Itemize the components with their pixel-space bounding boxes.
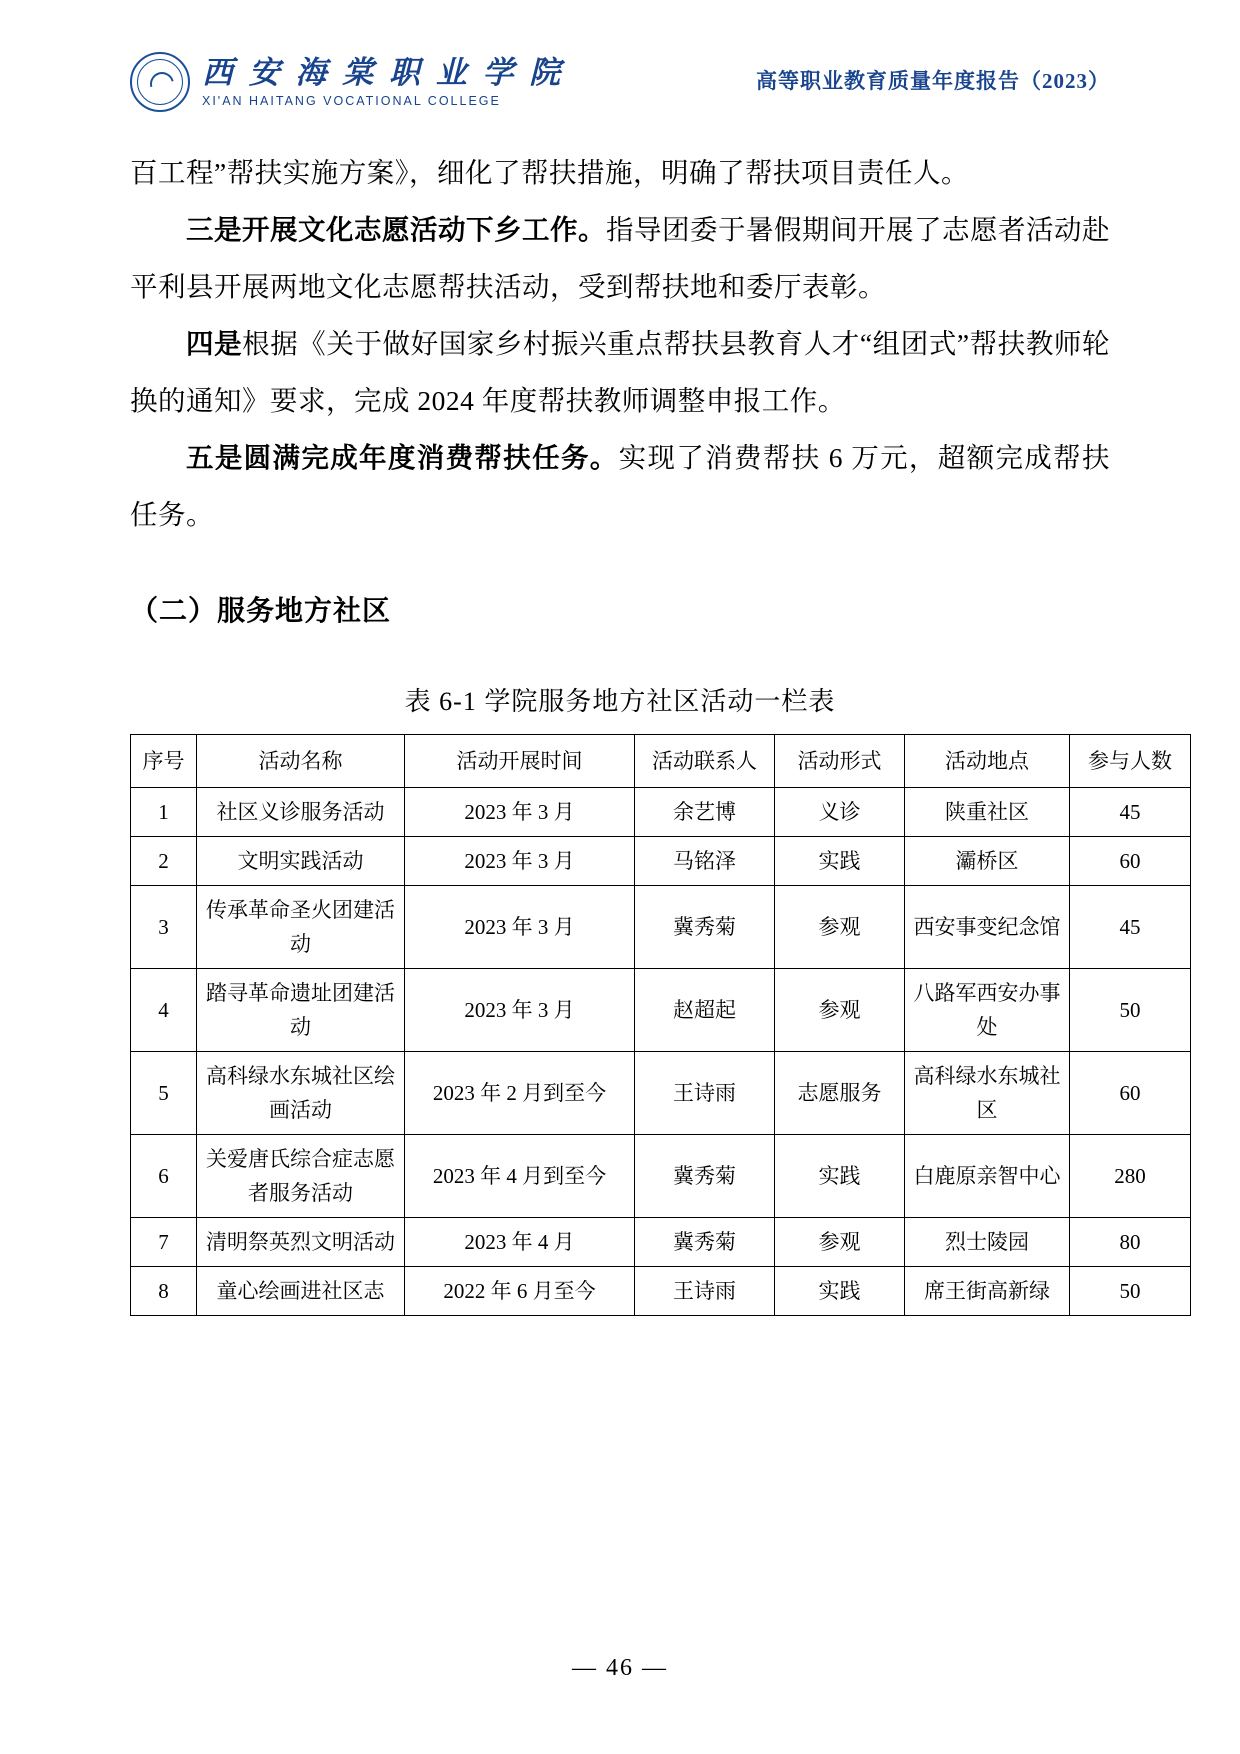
table-cell: 王诗雨 [635, 1052, 775, 1135]
table-row [131, 788, 1191, 837]
table-row [131, 886, 1191, 969]
report-title: 高等职业教育质量年度报告（2023） [756, 69, 1110, 93]
paragraph-2-lead: 三是开展文化志愿活动下乡工作。 [186, 214, 606, 245]
table-cell: 2023 年 3 月 [405, 969, 635, 1052]
table-cell: 八路军西安办事处 [905, 969, 1070, 1052]
table-row [131, 837, 1191, 886]
table-cell: 2023 年 4 月到至今 [405, 1135, 635, 1218]
college-emblem-icon [130, 52, 190, 112]
table-cell: 王诗雨 [635, 1267, 775, 1316]
table-cell: 280 [1070, 1135, 1191, 1218]
table-cell: 关爱唐氏综合症志愿者服务活动 [197, 1135, 405, 1218]
table-cell: 5 [131, 1052, 197, 1135]
paragraph-3-text: 根据《关于做好国家乡村振兴重点帮扶县教育人才“组团式”帮扶教师轮换的通知》要求，完成 2024 年度帮扶教师调整申报工作。 [130, 328, 1110, 416]
table-cell: 志愿服务 [775, 1052, 905, 1135]
table-cell: 社区义诊服务活动 [197, 788, 405, 837]
table-header-cell: 序号 [131, 735, 197, 788]
table-cell: 白鹿原亲智中心 [905, 1135, 1070, 1218]
table-header-cell: 活动名称 [197, 735, 405, 788]
table-cell: 7 [131, 1218, 197, 1267]
table-row [131, 1267, 1191, 1316]
table-cell: 席王街高新绿 [905, 1267, 1070, 1316]
table-cell: 实践 [775, 837, 905, 886]
table-cell: 马铭泽 [635, 837, 775, 886]
table-cell: 烈士陵园 [905, 1218, 1070, 1267]
paragraph-4-text: 实现了消费帮扶 6 万元，超额完成帮扶任务。 [130, 442, 1110, 530]
table-header-cell: 活动联系人 [635, 735, 775, 788]
table-cell: 2 [131, 837, 197, 886]
table-header-cell: 活动地点 [905, 735, 1070, 788]
table-cell: 45 [1070, 788, 1191, 837]
table-cell: 西安事变纪念馆 [905, 886, 1070, 969]
college-name-cn: 西 安 海 棠 职 业 学 院 [202, 54, 565, 90]
table-cell: 6 [131, 1135, 197, 1218]
table-cell: 3 [131, 886, 197, 969]
section-heading: （二）服务地方社区 [130, 596, 392, 627]
table-cell: 冀秀菊 [635, 1218, 775, 1267]
table-cell: 灞桥区 [905, 837, 1070, 886]
table-header-row [131, 735, 1191, 788]
table-cell: 80 [1070, 1218, 1191, 1267]
table-cell: 参观 [775, 1218, 905, 1267]
college-logo [130, 52, 564, 112]
paragraph-1 [130, 144, 1110, 201]
table-cell: 传承革命圣火团建活动 [197, 886, 405, 969]
table-cell: 45 [1070, 886, 1191, 969]
page-header [130, 0, 1110, 110]
table-cell: 冀秀菊 [635, 886, 775, 969]
paragraph-4-lead: 五是圆满完成年度消费帮扶任务。 [186, 442, 619, 473]
table-cell: 50 [1070, 1267, 1191, 1316]
table-cell: 陕重社区 [905, 788, 1070, 837]
table-cell: 8 [131, 1267, 197, 1316]
table-cell: 50 [1070, 969, 1191, 1052]
table-cell: 2023 年 4 月 [405, 1218, 635, 1267]
table-cell: 余艺博 [635, 788, 775, 837]
table-cell: 2023 年 3 月 [405, 837, 635, 886]
community-activities-table [130, 734, 1191, 1316]
table-cell: 1 [131, 788, 197, 837]
table-cell: 赵超起 [635, 969, 775, 1052]
page-number: — 46 — [572, 1655, 668, 1681]
table-caption: 表 6-1 学院服务地方社区活动一栏表 [404, 687, 836, 716]
table-cell: 冀秀菊 [635, 1135, 775, 1218]
table-cell: 实践 [775, 1267, 905, 1316]
table-header-cell: 活动开展时间 [405, 735, 635, 788]
table-cell: 60 [1070, 1052, 1191, 1135]
table-header-cell: 活动形式 [775, 735, 905, 788]
table-cell: 60 [1070, 837, 1191, 886]
table-cell: 高科绿水东城社区绘画活动 [197, 1052, 405, 1135]
table-cell: 高科绿水东城社区 [905, 1052, 1070, 1135]
table-cell: 参观 [775, 886, 905, 969]
table-cell: 2022 年 6 月至今 [405, 1267, 635, 1316]
paragraph-2-text: 指导团委于暑假期间开展了志愿者活动赴平利县开展两地文化志愿帮扶活动，受到帮扶地和委厅表彰。 [130, 214, 1110, 302]
table-row [131, 1218, 1191, 1267]
paragraph-1-text: 百工程”帮扶实施方案》，细化了帮扶措施，明确了帮扶项目责任人。 [130, 157, 969, 188]
table-row [131, 1052, 1191, 1135]
paragraph-4 [130, 429, 1110, 543]
table-cell: 参观 [775, 969, 905, 1052]
table-header-cell: 参与人数 [1070, 735, 1191, 788]
table-row [131, 1135, 1191, 1218]
paragraph-3 [130, 315, 1110, 429]
table-cell: 2023 年 3 月 [405, 886, 635, 969]
paragraph-2 [130, 201, 1110, 315]
table-cell: 实践 [775, 1135, 905, 1218]
table-cell: 踏寻革命遗址团建活动 [197, 969, 405, 1052]
table-cell: 义诊 [775, 788, 905, 837]
table-cell: 2023 年 2 月到至今 [405, 1052, 635, 1135]
page-content [130, 144, 1172, 1316]
table-row [131, 969, 1191, 1052]
table-cell: 2023 年 3 月 [405, 788, 635, 837]
table-cell: 童心绘画进社区志 [197, 1267, 405, 1316]
table-cell: 文明实践活动 [197, 837, 405, 886]
table-cell: 4 [131, 969, 197, 1052]
college-name-en: XI'AN HAITANG VOCATIONAL COLLEGE [202, 93, 501, 108]
table-cell: 清明祭英烈文明活动 [197, 1218, 405, 1267]
paragraph-3-lead: 四是 [186, 328, 243, 359]
